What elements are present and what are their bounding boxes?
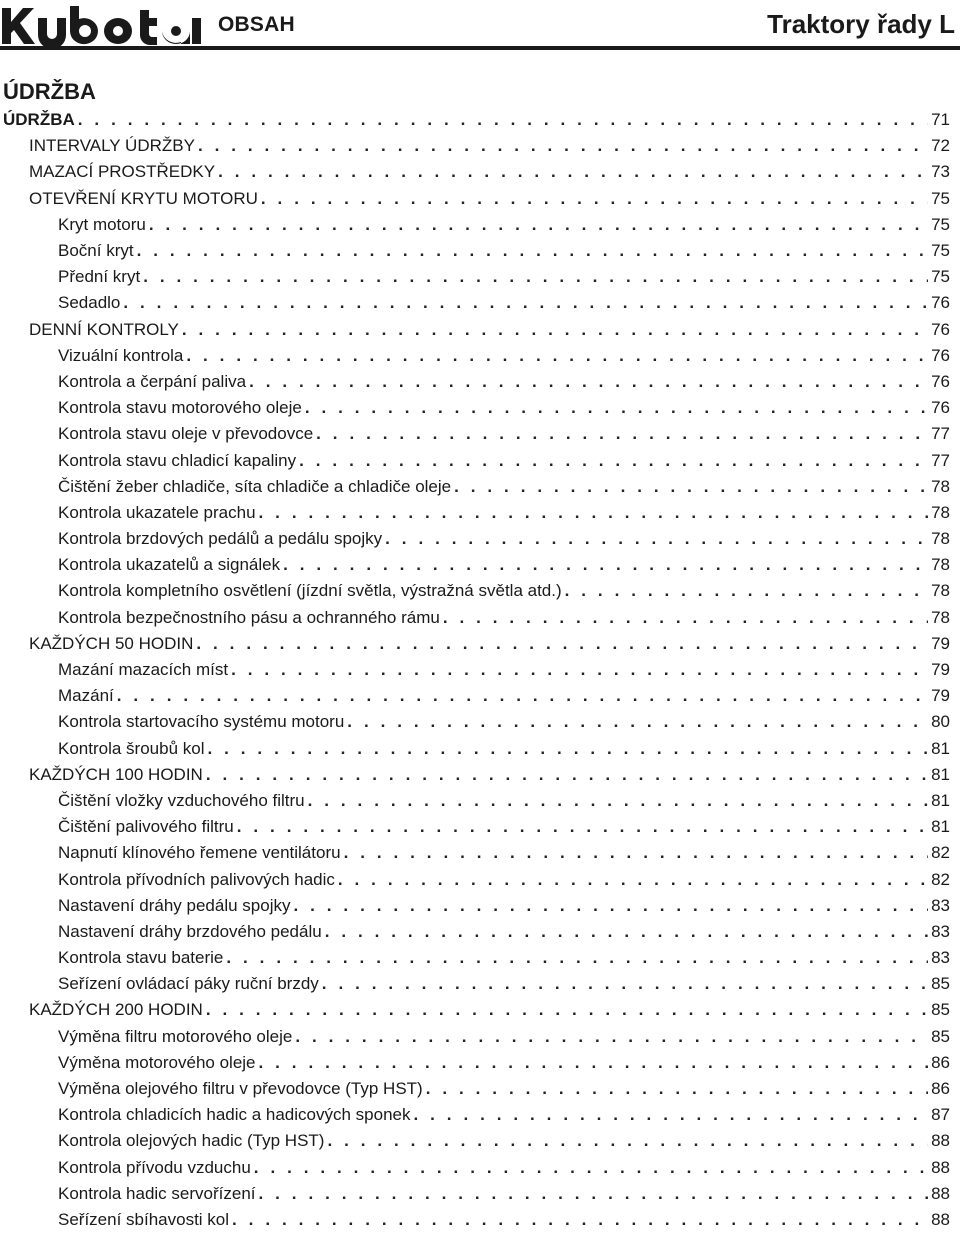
toc-entry-page-number: 88 bbox=[931, 1131, 950, 1151]
toc-entry-page-number: 81 bbox=[931, 738, 950, 758]
toc-entry-page-number: 72 bbox=[931, 136, 950, 156]
toc-entry[interactable] bbox=[0, 1128, 960, 1154]
toc-entry[interactable] bbox=[0, 893, 960, 919]
toc-entry[interactable] bbox=[0, 578, 960, 604]
toc-entry-title: Seřízení ovládací páky ruční brzdy bbox=[58, 974, 319, 994]
dot-leader bbox=[226, 948, 928, 968]
table-of-contents bbox=[0, 107, 960, 1233]
toc-entry-page-number: 76 bbox=[931, 345, 950, 365]
dot-leader bbox=[414, 1105, 929, 1125]
dot-leader bbox=[344, 843, 929, 863]
dot-leader bbox=[198, 136, 928, 156]
toc-entry-page-number: 86 bbox=[931, 1052, 950, 1072]
toc-entry-page-number: 76 bbox=[931, 398, 950, 418]
toc-entry-title: Nastavení dráhy pedálu spojky bbox=[58, 895, 291, 915]
toc-entry-page-number: 75 bbox=[931, 214, 950, 234]
dot-leader bbox=[196, 634, 928, 654]
dot-leader bbox=[78, 110, 928, 130]
toc-entry[interactable] bbox=[0, 264, 960, 290]
toc-entry-title: Nastavení dráhy brzdového pedálu bbox=[58, 921, 322, 941]
toc-entry[interactable] bbox=[0, 971, 960, 997]
toc-entry-title: Kontrola přívodních palivových hadic bbox=[58, 869, 335, 889]
toc-entry[interactable] bbox=[0, 683, 960, 709]
toc-entry-page-number: 75 bbox=[931, 267, 950, 287]
dot-leader bbox=[261, 189, 928, 209]
toc-entry-page-number: 88 bbox=[931, 1157, 950, 1177]
toc-entry[interactable] bbox=[0, 814, 960, 840]
toc-entry-page-number: 78 bbox=[931, 607, 950, 627]
section-heading: ÚDRŽBA bbox=[3, 79, 96, 104]
toc-entry-page-number: 78 bbox=[931, 529, 950, 549]
toc-entry-title: Výměna olejového filtru v převodovce (Typ HST) bbox=[58, 1079, 423, 1099]
dot-leader bbox=[259, 1053, 929, 1073]
toc-entry-title: KAŽDÝCH 50 HODIN bbox=[29, 633, 194, 653]
dot-leader bbox=[385, 529, 928, 549]
toc-entry[interactable] bbox=[0, 657, 960, 683]
toc-entry[interactable] bbox=[0, 107, 960, 133]
dot-leader bbox=[232, 1210, 928, 1230]
toc-entry-title: Napnutí klínového řemene ventilátoru bbox=[58, 843, 341, 863]
toc-entry[interactable] bbox=[0, 474, 960, 500]
toc-entry-title: Kryt motoru bbox=[58, 214, 146, 234]
document-title: Traktory řady L bbox=[767, 9, 955, 39]
toc-entry-title: Kontrola přívodu vzduchu bbox=[58, 1157, 251, 1177]
toc-entry-page-number: 85 bbox=[931, 1000, 950, 1020]
toc-entry-page-number: 78 bbox=[931, 502, 950, 522]
dot-leader bbox=[338, 870, 928, 890]
dot-leader bbox=[259, 503, 929, 523]
toc-entry-page-number: 81 bbox=[931, 817, 950, 837]
toc-entry-title: Mazání mazacích míst bbox=[58, 660, 229, 680]
toc-entry-page-number: 85 bbox=[931, 1026, 950, 1046]
dot-leader bbox=[308, 791, 928, 811]
toc-entry-page-number: 87 bbox=[931, 1105, 950, 1125]
toc-entry-page-number: 78 bbox=[931, 581, 950, 601]
toc-entry[interactable] bbox=[0, 840, 960, 866]
toc-entry[interactable] bbox=[0, 421, 960, 447]
toc-entry-title: Přední kryt bbox=[58, 267, 141, 287]
toc-entry-title: Mazání bbox=[58, 686, 114, 706]
toc-entry[interactable] bbox=[0, 1024, 960, 1050]
dot-leader bbox=[218, 162, 928, 182]
dot-leader bbox=[454, 477, 928, 497]
dot-leader bbox=[565, 581, 928, 601]
toc-entry[interactable] bbox=[0, 762, 960, 788]
toc-entry-title: Kontrola ukazatele prachu bbox=[58, 502, 256, 522]
toc-entry[interactable] bbox=[0, 369, 960, 395]
section-label: OBSAH bbox=[218, 13, 295, 36]
dot-leader bbox=[249, 372, 928, 392]
toc-entry[interactable] bbox=[0, 866, 960, 892]
toc-entry-page-number: 83 bbox=[931, 948, 950, 968]
toc-entry[interactable] bbox=[0, 1155, 960, 1181]
toc-entry[interactable] bbox=[0, 788, 960, 814]
toc-entry-page-number: 82 bbox=[931, 869, 950, 889]
toc-entry-page-number: 76 bbox=[931, 319, 950, 339]
dot-leader bbox=[117, 686, 928, 706]
dot-leader bbox=[149, 215, 928, 235]
toc-entry-title: Kontrola startovacího systému motoru bbox=[58, 712, 345, 732]
toc-entry[interactable] bbox=[0, 186, 960, 212]
dot-leader bbox=[123, 293, 928, 313]
toc-entry-title: Čištění palivového filtru bbox=[58, 817, 234, 837]
toc-entry-title: Výměna motorového oleje bbox=[58, 1052, 256, 1072]
dot-leader bbox=[182, 320, 928, 340]
dot-leader bbox=[295, 1027, 928, 1047]
dot-leader bbox=[327, 1131, 928, 1151]
toc-entry-title: Výměna filtru motorového oleje bbox=[58, 1026, 293, 1046]
toc-entry[interactable] bbox=[0, 1181, 960, 1207]
toc-entry-title: Boční kryt bbox=[58, 241, 134, 261]
dot-leader bbox=[443, 608, 928, 628]
toc-entry-title: Kontrola ukazatelů a signálek bbox=[58, 555, 281, 575]
toc-entry[interactable] bbox=[0, 238, 960, 264]
toc-entry-title: Kontrola chladicích hadic a hadicových sponek bbox=[58, 1105, 411, 1125]
toc-entry[interactable] bbox=[0, 212, 960, 238]
dot-leader bbox=[325, 922, 928, 942]
toc-entry-title: MAZACÍ PROSTŘEDKY bbox=[29, 162, 216, 182]
dot-leader bbox=[426, 1079, 928, 1099]
toc-entry-page-number: 71 bbox=[931, 110, 950, 130]
toc-entry-title: Sedadlo bbox=[58, 293, 121, 313]
toc-entry-page-number: 81 bbox=[931, 764, 950, 784]
toc-entry-title: KAŽDÝCH 200 HODIN bbox=[29, 1000, 203, 1020]
dot-leader bbox=[137, 241, 928, 261]
toc-entry[interactable] bbox=[0, 447, 960, 473]
dot-leader bbox=[347, 712, 928, 732]
toc-entry-page-number: 78 bbox=[931, 476, 950, 496]
toc-entry[interactable] bbox=[0, 1207, 960, 1233]
dot-leader bbox=[293, 896, 928, 916]
dot-leader bbox=[231, 660, 928, 680]
toc-entry-page-number: 83 bbox=[931, 921, 950, 941]
toc-entry-page-number: 78 bbox=[931, 555, 950, 575]
toc-entry-title: OTEVŘENÍ KRYTU MOTORU bbox=[29, 188, 258, 208]
toc-entry-title: Seřízení sbíhavosti kol bbox=[58, 1209, 230, 1229]
toc-entry-page-number: 86 bbox=[931, 1079, 950, 1099]
toc-entry[interactable] bbox=[0, 500, 960, 526]
toc-entry-title: Kontrola stavu baterie bbox=[58, 948, 224, 968]
toc-entry-title: Kontrola stavu oleje v převodovce bbox=[58, 424, 314, 444]
toc-entry[interactable] bbox=[0, 1076, 960, 1102]
toc-entry-title: Kontrola bezpečnostního pásu a ochranného rámu bbox=[58, 607, 440, 627]
dot-leader bbox=[206, 1000, 928, 1020]
toc-entry-title: Vizuální kontrola bbox=[58, 345, 184, 365]
dot-leader bbox=[259, 1184, 929, 1204]
toc-entry-title: Čištění vložky vzduchového filtru bbox=[58, 790, 305, 810]
toc-entry-title: Kontrola stavu motorového oleje bbox=[58, 398, 302, 418]
dot-leader bbox=[299, 451, 928, 471]
toc-entry[interactable] bbox=[0, 395, 960, 421]
toc-entry-title: Kontrola stavu chladicí kapaliny bbox=[58, 450, 297, 470]
header-rule bbox=[0, 46, 960, 50]
dot-leader bbox=[322, 974, 928, 994]
dot-leader bbox=[207, 739, 928, 759]
toc-entry-page-number: 77 bbox=[931, 424, 950, 444]
toc-entry[interactable] bbox=[0, 343, 960, 369]
toc-entry-page-number: 75 bbox=[931, 241, 950, 261]
toc-entry-page-number: 85 bbox=[931, 974, 950, 994]
toc-entry-title: DENNÍ KONTROLY bbox=[29, 319, 179, 339]
toc-entry-page-number: 73 bbox=[931, 162, 950, 182]
dot-leader bbox=[143, 267, 928, 287]
toc-entry-title: KAŽDÝCH 100 HODIN bbox=[29, 764, 203, 784]
toc-entry-page-number: 77 bbox=[931, 450, 950, 470]
toc-entry-page-number: 79 bbox=[931, 686, 950, 706]
toc-entry-title: Kontrola a čerpání paliva bbox=[58, 371, 247, 391]
toc-entry[interactable] bbox=[0, 133, 960, 159]
dot-leader bbox=[316, 424, 928, 444]
toc-entry-page-number: 80 bbox=[931, 712, 950, 732]
toc-entry[interactable] bbox=[0, 1050, 960, 1076]
toc-entry[interactable] bbox=[0, 290, 960, 316]
toc-entry-title: Kontrola hadic servořízení bbox=[58, 1183, 256, 1203]
toc-entry-page-number: 75 bbox=[931, 188, 950, 208]
dot-leader bbox=[237, 817, 928, 837]
toc-entry[interactable] bbox=[0, 919, 960, 945]
toc-entry[interactable] bbox=[0, 997, 960, 1023]
toc-entry-page-number: 88 bbox=[931, 1183, 950, 1203]
dot-leader bbox=[206, 765, 928, 785]
toc-entry-title: Kontrola olejových hadic (Typ HST) bbox=[58, 1131, 325, 1151]
page-header bbox=[0, 0, 960, 50]
toc-entry-page-number: 79 bbox=[931, 660, 950, 680]
toc-entry-page-number: 83 bbox=[931, 895, 950, 915]
toc-entry[interactable] bbox=[0, 945, 960, 971]
toc-entry[interactable] bbox=[0, 736, 960, 762]
toc-entry-title: Čištění žeber chladiče, síta chladiče a chladiče oleje bbox=[58, 476, 452, 496]
toc-entry-title: Kontrola brzdových pedálů a pedálu spojky bbox=[58, 529, 383, 549]
toc-entry[interactable] bbox=[0, 709, 960, 735]
toc-entry-title: INTERVALY ÚDRŽBY bbox=[29, 136, 195, 156]
toc-entry-page-number: 82 bbox=[931, 843, 950, 863]
dot-leader bbox=[283, 555, 928, 575]
toc-entry-page-number: 76 bbox=[931, 293, 950, 313]
toc-entry[interactable] bbox=[0, 631, 960, 657]
toc-entry-page-number: 79 bbox=[931, 633, 950, 653]
toc-entry-page-number: 81 bbox=[931, 790, 950, 810]
dot-leader bbox=[254, 1158, 928, 1178]
toc-entry[interactable] bbox=[0, 526, 960, 552]
toc-entry-title: Kontrola šroubů kol bbox=[58, 738, 205, 758]
dot-leader bbox=[186, 346, 928, 366]
toc-entry-title: Kontrola kompletního osvětlení (jízdní světla, výstražná světla atd.) bbox=[58, 581, 562, 601]
toc-entry-page-number: 76 bbox=[931, 371, 950, 391]
toc-entry[interactable] bbox=[0, 159, 960, 185]
toc-entry[interactable] bbox=[0, 1102, 960, 1128]
toc-entry-title: ÚDRŽBA bbox=[3, 110, 75, 130]
toc-entry[interactable] bbox=[0, 605, 960, 631]
dot-leader bbox=[305, 398, 928, 418]
toc-entry[interactable] bbox=[0, 317, 960, 343]
toc-entry[interactable] bbox=[0, 552, 960, 578]
kubota-logo bbox=[0, 2, 207, 48]
toc-entry-page-number: 88 bbox=[931, 1209, 950, 1229]
